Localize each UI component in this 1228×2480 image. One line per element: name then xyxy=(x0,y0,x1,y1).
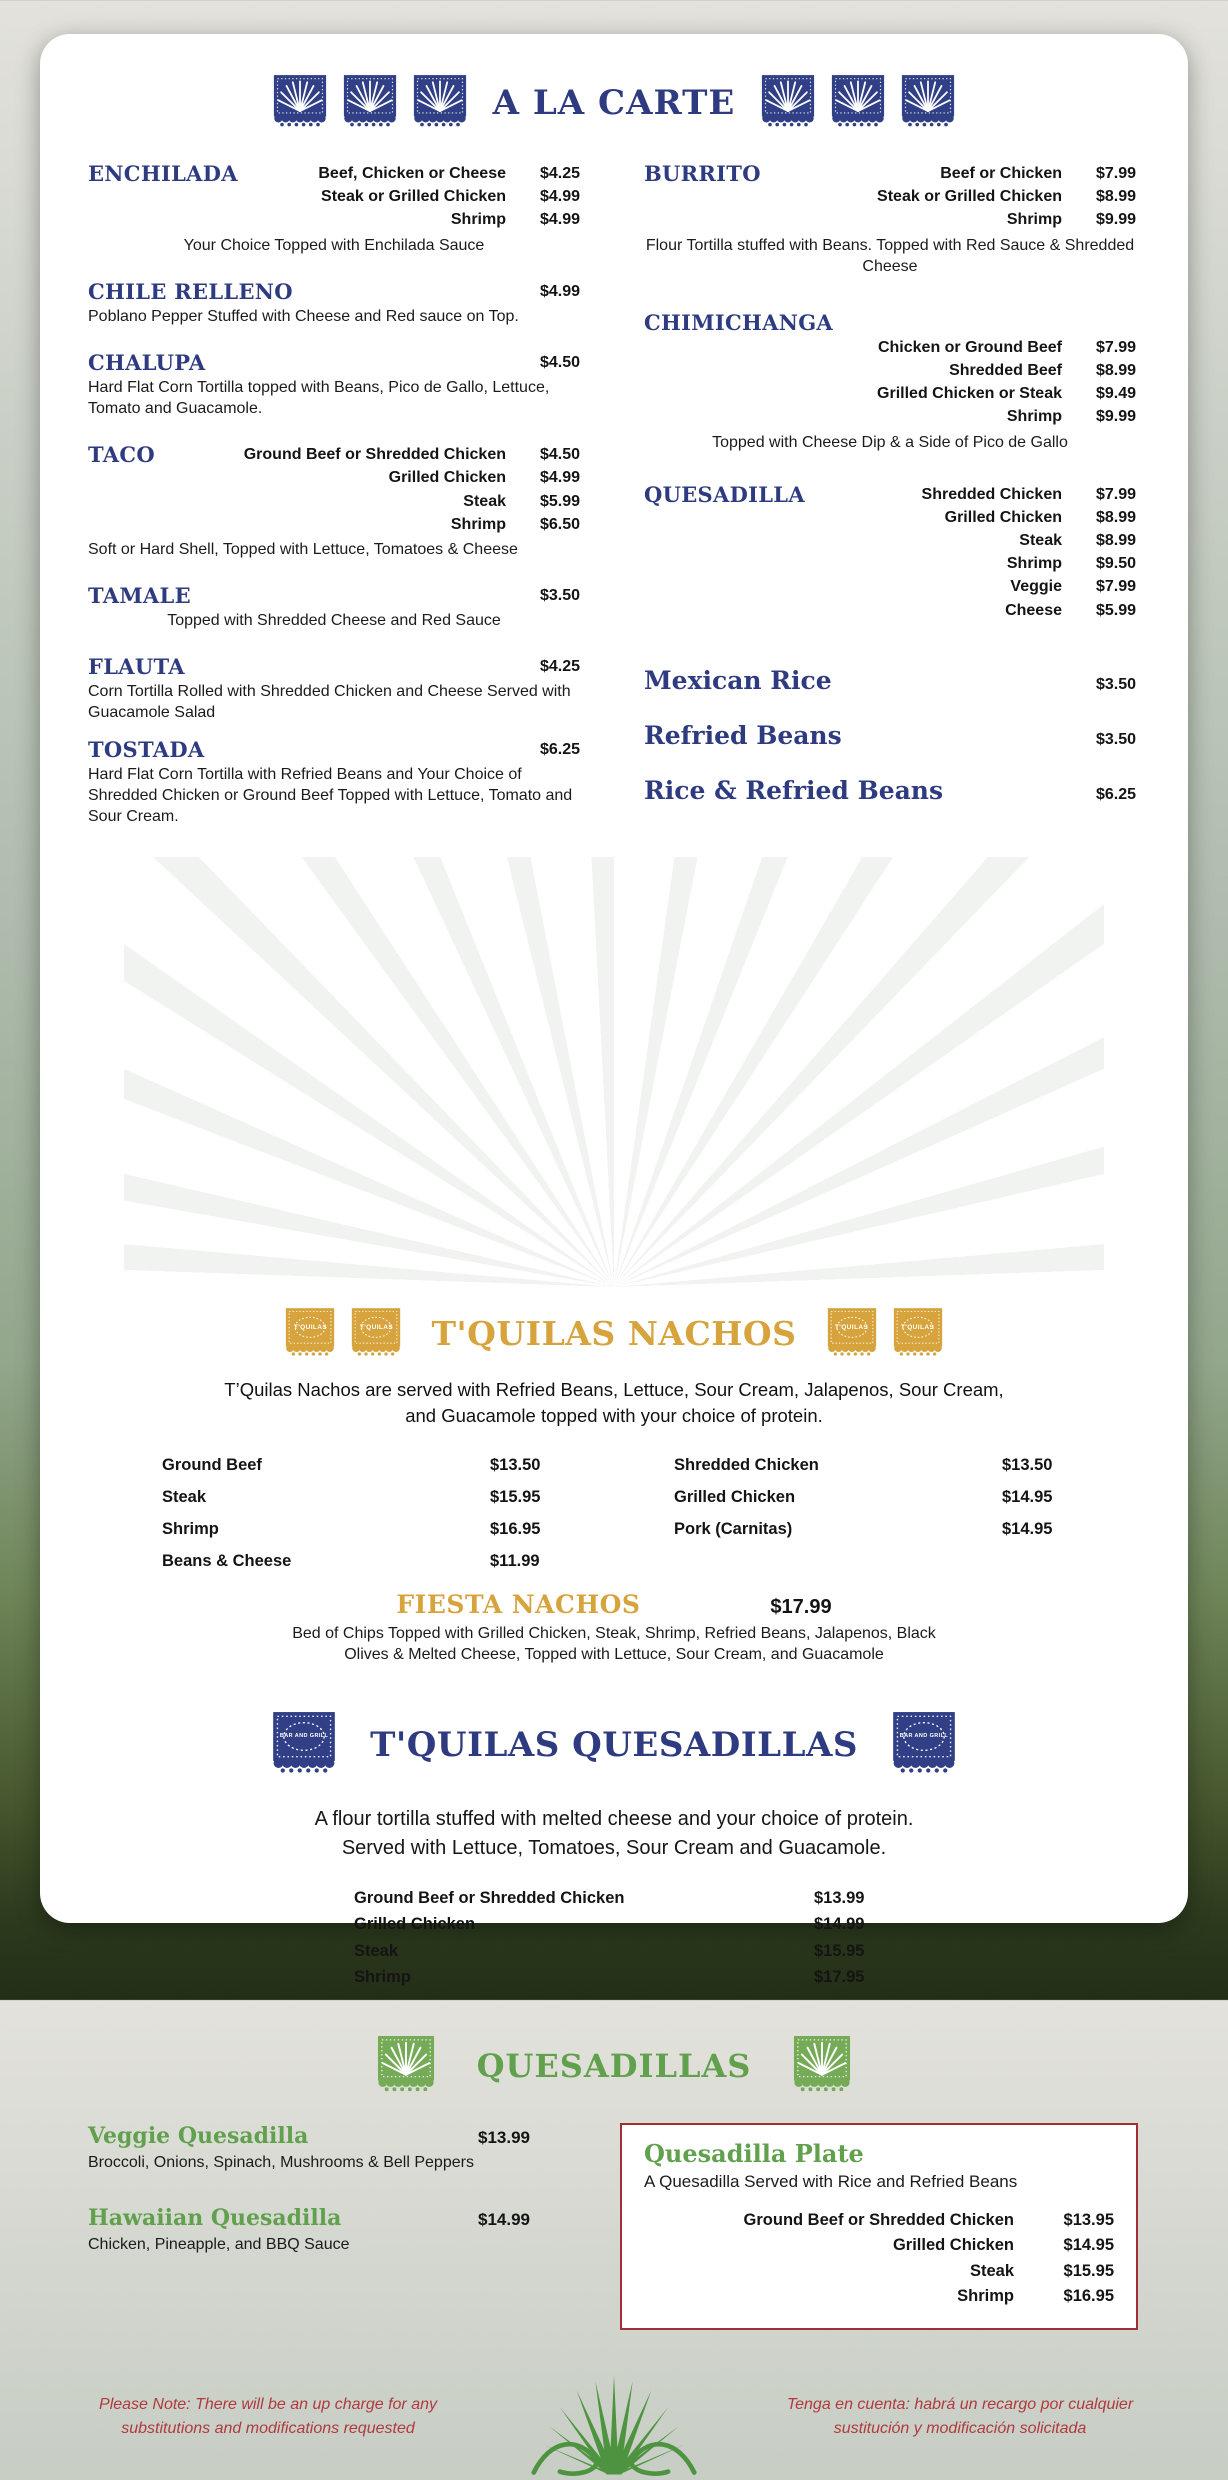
quesadilla-protein: Grilled Chicken xyxy=(354,1915,476,1934)
menu-item-hawaiian-quesadilla xyxy=(88,2205,530,2255)
footer-notes xyxy=(40,2354,1188,2480)
option-price: $6.50 xyxy=(539,515,580,533)
nachos-row xyxy=(674,1488,1066,1507)
option-row xyxy=(644,2284,1114,2310)
papel-picado-banner-icon xyxy=(413,74,467,132)
option-price: $8.99 xyxy=(1095,532,1136,550)
item-name: ENCHILADA xyxy=(88,161,238,186)
papel-picado-banner-icon xyxy=(901,74,955,132)
menu-item-burrito xyxy=(644,162,1136,277)
item-price: $4.99 xyxy=(539,282,580,300)
a-la-carte-left-column xyxy=(88,162,580,851)
quesadilla-price: $14.99 xyxy=(814,1915,865,1934)
nachos-price: $11.99 xyxy=(490,1551,540,1570)
option-row xyxy=(644,382,1136,405)
item-name: CHILE RELLENO xyxy=(88,278,293,304)
item-price: $14.99 xyxy=(478,2209,530,2229)
nachos-price: $14.95 xyxy=(1002,1487,1053,1506)
item-name: QUESADILLA xyxy=(644,481,805,507)
option-label: Shrimp xyxy=(450,515,506,533)
quesadilla-row xyxy=(354,1938,874,1964)
quesadilla-price: $15.95 xyxy=(814,1941,865,1960)
option-price: $9.99 xyxy=(1095,211,1136,229)
option-row xyxy=(805,529,1136,552)
papel-picado-banner-icon xyxy=(343,74,397,132)
bar-and-grill-banner-icon xyxy=(272,1711,336,1779)
item-price: $4.25 xyxy=(539,658,580,676)
papel-picado-banner-icon xyxy=(793,2035,851,2097)
option-price: $4.99 xyxy=(539,211,580,229)
fiesta-nachos-price: $17.99 xyxy=(770,1595,832,1618)
nachos-intro xyxy=(40,1377,1188,1429)
tquilas-quesadillas-section xyxy=(40,1711,1188,1991)
item-description: Poblano Pepper Stuffed with Cheese and Red sauce on Top. xyxy=(88,307,519,325)
banner-label: T'QUILAS xyxy=(834,1324,869,1332)
quesadilla-protein: Ground Beef or Shredded Chicken xyxy=(354,1888,625,1907)
nachos-title: T'QUILAS NACHOS xyxy=(431,1314,797,1354)
nachos-section xyxy=(40,877,1188,1665)
option-row xyxy=(238,185,580,208)
option-price: $7.99 xyxy=(1095,485,1136,503)
a-la-carte-right-column xyxy=(644,162,1136,851)
option-row xyxy=(761,208,1136,231)
fiesta-desc-line2: Olives & Melted Cheese, Topped with Lettuce, Sour Cream, and Guacamole xyxy=(344,1645,884,1663)
option-price: $16.95 xyxy=(1063,2287,1114,2306)
side-name: Refried Beans xyxy=(644,720,842,750)
option-label: Beef, Chicken or Cheese xyxy=(318,165,506,182)
fiesta-nachos-title: FIESTA NACHOS xyxy=(396,1589,641,1619)
option-row xyxy=(238,208,580,231)
item-price: $4.50 xyxy=(539,353,580,371)
papel-picado-banner-icon xyxy=(831,74,885,132)
option-price: $9.99 xyxy=(1095,408,1136,426)
option-label: Shredded Chicken xyxy=(921,485,1062,503)
option-price: $8.99 xyxy=(1095,362,1136,380)
nachos-row xyxy=(162,1552,554,1571)
option-row xyxy=(805,506,1136,529)
option-row xyxy=(155,513,580,536)
option-label: Steak xyxy=(463,492,506,510)
quesadilla-protein: Steak xyxy=(354,1941,399,1960)
agave-watermark xyxy=(124,857,1104,1287)
option-label: Grilled Chicken xyxy=(892,2236,1014,2255)
option-row xyxy=(805,552,1136,575)
option-row xyxy=(761,185,1136,208)
nachos-intro-line2: and Guacamole topped with your choice of protein. xyxy=(405,1404,823,1426)
item-description: Soft or Hard Shell, Topped with Lettuce, Tomatoes & Cheese xyxy=(88,540,518,558)
side-item xyxy=(644,666,1136,695)
nachos-protein: Shredded Chicken xyxy=(674,1455,819,1474)
option-price: $7.99 xyxy=(1095,165,1136,182)
item-name: TACO xyxy=(88,442,155,468)
option-label: Cheese xyxy=(1005,601,1062,619)
papel-picado-banner-icon xyxy=(761,74,815,132)
menu-item-chimichanga xyxy=(644,311,1136,453)
option-label: Steak or Grilled Chicken xyxy=(321,188,506,206)
option-row xyxy=(155,466,580,489)
nachos-price: $14.95 xyxy=(1002,1519,1053,1538)
option-row xyxy=(761,162,1136,185)
menu-item-tostada xyxy=(88,738,580,827)
quesadillas-section xyxy=(40,2035,1188,2330)
nachos-protein: Steak xyxy=(162,1487,207,1506)
menu-item-chile-relleno xyxy=(88,280,580,327)
item-description: Broccoli, Onions, Spinach, Mushrooms & Bell Peppers xyxy=(88,2153,474,2171)
nachos-row xyxy=(162,1520,554,1539)
item-name: CHALUPA xyxy=(88,349,206,375)
papel-picado-banner-icon xyxy=(377,2035,435,2097)
option-row xyxy=(644,2208,1114,2234)
option-row xyxy=(155,443,580,466)
banner-label: T'QUILAS xyxy=(293,1324,328,1332)
tqq-desc-line2: Served with Lettuce, Tomatoes, Sour Cream and Guacamole. xyxy=(341,1836,887,1859)
quesadilla-protein: Shrimp xyxy=(354,1968,411,1987)
a-la-carte-columns xyxy=(40,162,1188,851)
papel-picado-banner-icon xyxy=(273,74,327,132)
option-label: Grilled Chicken or Steak xyxy=(877,385,1062,403)
option-price: $4.50 xyxy=(539,446,580,464)
option-label: Shredded Beef xyxy=(949,362,1062,380)
item-description: Chicken, Pineapple, and BBQ Sauce xyxy=(88,2235,350,2253)
nachos-grid-right xyxy=(674,1443,1066,1584)
option-row xyxy=(644,2259,1114,2285)
side-price: $3.50 xyxy=(1095,730,1136,748)
option-row xyxy=(805,575,1136,598)
nachos-price: $16.95 xyxy=(490,1519,541,1538)
option-row xyxy=(805,599,1136,622)
tquilas-banner-icon xyxy=(285,1307,335,1361)
option-row xyxy=(644,2233,1114,2259)
quesadilla-plate-box xyxy=(620,2123,1138,2330)
nachos-row xyxy=(674,1520,1066,1539)
option-row xyxy=(644,405,1136,428)
upcharge-note-spanish: Tenga en cuenta: habrá un recargo por cualquier sustitución y modificación solicitada xyxy=(786,2395,1134,2437)
item-name: Hawaiian Quesadilla xyxy=(88,2204,342,2231)
page-title: A LA CARTE xyxy=(492,83,736,123)
nachos-row xyxy=(162,1456,554,1475)
nachos-intro-line1: T’Quilas Nachos are served with Refried Beans, Lettuce, Sour Cream, Jalapenos, Sour Cream, xyxy=(224,1378,1004,1400)
quesadilla-plate-title: Quesadilla Plate xyxy=(644,2138,864,2168)
nachos-price: $15.95 xyxy=(490,1487,541,1506)
quesadilla-row xyxy=(354,1964,874,1990)
option-label: Ground Beef or Shredded Chicken xyxy=(743,2210,1014,2229)
specialty-quesadillas-column xyxy=(88,2123,530,2287)
option-price: $7.99 xyxy=(1095,578,1136,596)
banner-label: BAR AND GRILL xyxy=(899,1733,949,1740)
item-price: $6.25 xyxy=(539,740,580,758)
option-price: $8.99 xyxy=(1095,508,1136,526)
option-label: Shrimp xyxy=(450,211,506,229)
option-price: $9.50 xyxy=(1095,555,1136,573)
tquilas-quesadillas-description xyxy=(40,1805,1188,1863)
item-description: Flour Tortilla stuffed with Beans. Topped with Red Sauce & Shredded Cheese xyxy=(645,236,1135,275)
nachos-protein: Pork (Carnitas) xyxy=(674,1519,793,1538)
option-price: $7.99 xyxy=(1095,338,1136,356)
item-description: Corn Tortilla Rolled with Shredded Chicken and Cheese Served with Guacamole Salad xyxy=(88,683,571,722)
bar-and-grill-banner-icon xyxy=(892,1711,956,1779)
fiesta-nachos-header xyxy=(40,1590,1188,1619)
side-price: $6.25 xyxy=(1095,785,1136,803)
banner-label: BAR AND GRILL xyxy=(279,1733,329,1740)
sides-list xyxy=(644,666,1136,805)
menu-item-taco xyxy=(88,443,580,560)
option-label: Chicken or Ground Beef xyxy=(877,338,1062,356)
tquilas-quesadillas-header xyxy=(40,1711,1188,1779)
nachos-protein: Grilled Chicken xyxy=(674,1487,796,1506)
option-price: $5.99 xyxy=(1095,601,1136,619)
option-row xyxy=(644,336,1136,359)
fiesta-desc-line1: Bed of Chips Topped with Grilled Chicken, Steak, Shrimp, Refried Beans, Jalapenos, Black xyxy=(292,1624,936,1642)
option-label: Shrimp xyxy=(957,2287,1014,2306)
option-price: $15.95 xyxy=(1063,2261,1114,2280)
item-name: BURRITO xyxy=(644,161,761,186)
menu-item-quesadilla xyxy=(644,483,1136,622)
tquilas-banner-icon xyxy=(351,1307,401,1361)
nachos-price-grid xyxy=(40,1443,1188,1584)
quesadilla-price: $13.99 xyxy=(814,1888,865,1907)
upcharge-note-english: Please Note: There will be an up charge for any substitutions and modifications requested xyxy=(99,2395,437,2437)
side-price: $3.50 xyxy=(1095,675,1136,693)
option-label: Beef or Chicken xyxy=(940,165,1062,182)
option-row xyxy=(805,483,1136,506)
side-item xyxy=(644,776,1136,805)
option-price: $8.99 xyxy=(1095,188,1136,206)
menu-card xyxy=(40,34,1188,2437)
option-row xyxy=(238,162,580,185)
item-name: TOSTADA xyxy=(88,736,205,762)
quesadilla-price: $17.95 xyxy=(814,1968,865,1987)
menu-item-flauta xyxy=(88,655,580,723)
option-label: Veggie xyxy=(1010,578,1062,596)
nachos-price: $13.50 xyxy=(1002,1455,1053,1474)
item-description: Hard Flat Corn Tortilla topped with Beans, Pico de Gallo, Lettuce, Tomato and Guacamole. xyxy=(88,378,550,418)
quesadilla-row xyxy=(354,1885,874,1911)
item-description: Hard Flat Corn Tortilla with Refried Beans and Your Choice of Shredded Chicken or Ground Beef Topped with Lettuce, Tomato and Sour Cream. xyxy=(88,765,573,825)
tquilas-quesadillas-title: T'QUILAS QUESADILLAS xyxy=(370,1724,858,1765)
option-price: $4.99 xyxy=(539,188,580,206)
side-name: Mexican Rice xyxy=(644,665,832,695)
agave-plant-icon xyxy=(519,2368,709,2480)
option-label: Steak or Grilled Chicken xyxy=(877,188,1062,206)
fiesta-nachos-description xyxy=(40,1623,1188,1665)
option-price: $5.99 xyxy=(539,492,580,510)
nachos-protein: Beans & Cheese xyxy=(162,1551,292,1570)
option-label: Steak xyxy=(1019,532,1062,550)
option-label: Shrimp xyxy=(1006,211,1062,229)
banner-label: T'QUILAS xyxy=(359,1324,394,1332)
option-price: $4.99 xyxy=(539,469,580,487)
tquilas-quesadillas-list xyxy=(354,1885,874,1991)
option-price: $13.95 xyxy=(1063,2210,1114,2229)
nachos-row xyxy=(674,1456,1066,1475)
item-name: CHIMICHANGA xyxy=(644,309,834,335)
option-price: $14.95 xyxy=(1063,2236,1114,2255)
nachos-grid-left xyxy=(162,1443,554,1584)
menu-item-veggie-quesadilla xyxy=(88,2123,530,2173)
option-label: Steak xyxy=(969,2261,1014,2280)
nachos-price: $13.50 xyxy=(490,1455,541,1474)
nachos-protein: Ground Beef xyxy=(162,1455,262,1474)
item-description: Your Choice Topped with Enchilada Sauce xyxy=(183,236,485,254)
option-price: $4.25 xyxy=(539,165,580,182)
item-price: $13.99 xyxy=(478,2127,530,2147)
side-item xyxy=(644,721,1136,750)
tqq-desc-line1: A flour tortilla stuffed with melted cheese and your choice of protein. xyxy=(314,1807,914,1830)
item-price: $3.50 xyxy=(539,587,580,605)
quesadilla-plate-subtitle: A Quesadilla Served with Rice and Refried Beans xyxy=(644,2171,1018,2191)
item-name: TAMALE xyxy=(88,583,191,609)
menu-item-enchilada xyxy=(88,162,580,256)
nachos-row xyxy=(162,1488,554,1507)
item-name: FLAUTA xyxy=(88,654,185,680)
tquilas-banner-icon xyxy=(893,1307,943,1361)
quesadillas-title: QUESADILLAS xyxy=(476,2046,752,2085)
nachos-protein: Shrimp xyxy=(162,1519,219,1538)
banner-label: T'QUILAS xyxy=(900,1324,935,1332)
quesadillas-bottom-row xyxy=(40,2123,1188,2330)
quesadillas-header xyxy=(40,2035,1188,2097)
a-la-carte-header xyxy=(40,34,1188,132)
option-row xyxy=(644,359,1136,382)
option-label: Shrimp xyxy=(1006,555,1062,573)
quesadilla-row xyxy=(354,1911,874,1937)
option-price: $9.49 xyxy=(1095,385,1136,403)
option-row xyxy=(155,490,580,513)
option-label: Ground Beef or Shredded Chicken xyxy=(243,446,506,464)
tquilas-banner-icon xyxy=(827,1307,877,1361)
quesadilla-plate-options xyxy=(644,2208,1114,2310)
item-description: Topped with Shredded Cheese and Red Sauce xyxy=(167,612,501,630)
option-label: Shrimp xyxy=(1006,408,1062,426)
item-description: Topped with Cheese Dip & a Side of Pico de Gallo xyxy=(712,433,1068,451)
option-label: Grilled Chicken xyxy=(944,508,1062,526)
menu-item-chalupa xyxy=(88,351,580,419)
nachos-header xyxy=(40,1307,1188,1361)
side-name: Rice & Refried Beans xyxy=(644,775,944,805)
menu-item-tamale xyxy=(88,584,580,631)
item-name: Veggie Quesadilla xyxy=(88,2122,309,2149)
option-label: Grilled Chicken xyxy=(388,469,506,487)
